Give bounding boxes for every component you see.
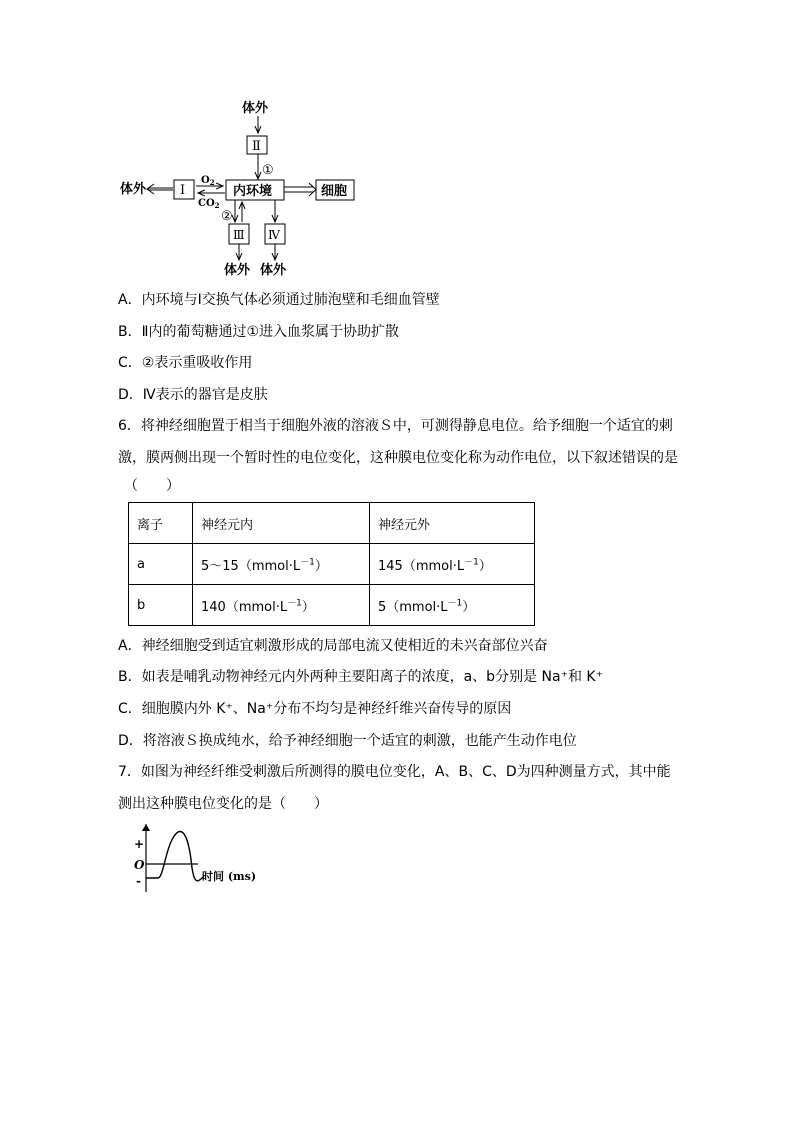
internal-environment-diagram — [118, 96, 368, 278]
o2-label: $O_2$ — [201, 175, 215, 187]
table-row — [129, 544, 535, 585]
x-axis-label: 时间 (ms) — [202, 870, 257, 883]
box-I-label: Ⅰ — [180, 183, 186, 198]
outside-bottom-left-label: 体外 — [224, 263, 251, 278]
q5-option-b: B．Ⅱ内的葡萄糖通过①进入血浆属于协助扩散 — [118, 324, 400, 340]
arrow-2-label: ② — [221, 209, 233, 224]
table-cell: b — [129, 585, 193, 626]
outside-top-label: 体外 — [242, 101, 269, 116]
q6-option-c: C．细胞膜内外 K⁺、Na⁺分布不均匀是神经纤维兴奋传导的原因 — [118, 701, 512, 717]
table-cell: a — [129, 544, 193, 585]
q6-stem-line1: 6．将神经细胞置于相当于细胞外液的溶液Ｓ中，可测得静息电位。给予细胞一个适宜的刺 — [118, 418, 673, 434]
q6-option-a: A．神经细胞受到适宜刺激形成的局部电流又使相近的未兴奋部位兴奋 — [118, 638, 548, 654]
q5-option-a: A．内环境与Ⅰ交换气体必须通过肺泡壁和毛细血管壁 — [118, 292, 440, 308]
table-header-cell: 神经元外 — [370, 503, 535, 544]
y-plus-label: + — [134, 837, 145, 851]
q5-option-c: C．②表示重吸收作用 — [118, 355, 253, 371]
q6-stem-line2: 激，膜两侧出现一个暂时性的电位变化，这种膜电位变化称为动作电位，以下叙述错误的是 — [118, 450, 678, 466]
co2-label: $CO_2$ — [198, 198, 220, 210]
q6-option-b: B．如表是哺乳动物神经元内外两种主要阳离子的浓度，a、b分别是 Na⁺和 K⁺ — [118, 669, 603, 685]
membrane-potential-graph — [128, 818, 268, 898]
action-potential-curve — [146, 831, 204, 880]
arrow-center-cell-head — [309, 183, 316, 196]
table-header-row — [129, 503, 535, 544]
q6-answer-blank: （ ） — [124, 478, 180, 494]
internal-environment-label: 内环境 — [233, 184, 273, 199]
table-cell: $140(mmol\cdot L^{-1})$ — [193, 585, 370, 626]
q6-option-d: D．将溶液Ｓ换成纯水，给予神经细胞一个适宜的刺激，也能产生动作电位 — [118, 733, 577, 749]
table-row — [129, 585, 535, 626]
box-IV-label: Ⅳ — [268, 228, 280, 242]
table-header-cell: 神经元内 — [193, 503, 370, 544]
y-zero-label: O — [134, 858, 145, 872]
arrow-1-label: ① — [262, 163, 274, 178]
table-cell: $5(mmol\cdot L^{-1})$ — [370, 585, 535, 626]
ion-concentration-table — [128, 502, 535, 626]
table-cell: $5\sim 15(mmol\cdot L^{-1})$ — [193, 544, 370, 585]
cell-label: 细胞 — [321, 184, 348, 199]
q7-stem-line2: 测出这种膜电位变化的是（ ） — [118, 796, 328, 812]
q7-stem-line1: 7．如图为神经纤维受刺激后所测得的膜电位变化，A、B、C、D为四种测量方式，其中能 — [118, 764, 671, 780]
outside-bottom-right-label: 体外 — [260, 263, 287, 278]
outside-left-label: 体外 — [120, 182, 147, 197]
table-header-cell: 离子 — [129, 503, 193, 544]
q5-option-d: D．Ⅳ表示的器官是皮肤 — [118, 387, 268, 403]
box-III-label: Ⅲ — [233, 228, 245, 242]
y-minus-label: - — [136, 874, 141, 888]
table-cell: $145(mmol\cdot L^{-1})$ — [370, 544, 535, 585]
box-II-label: Ⅱ — [252, 139, 261, 154]
